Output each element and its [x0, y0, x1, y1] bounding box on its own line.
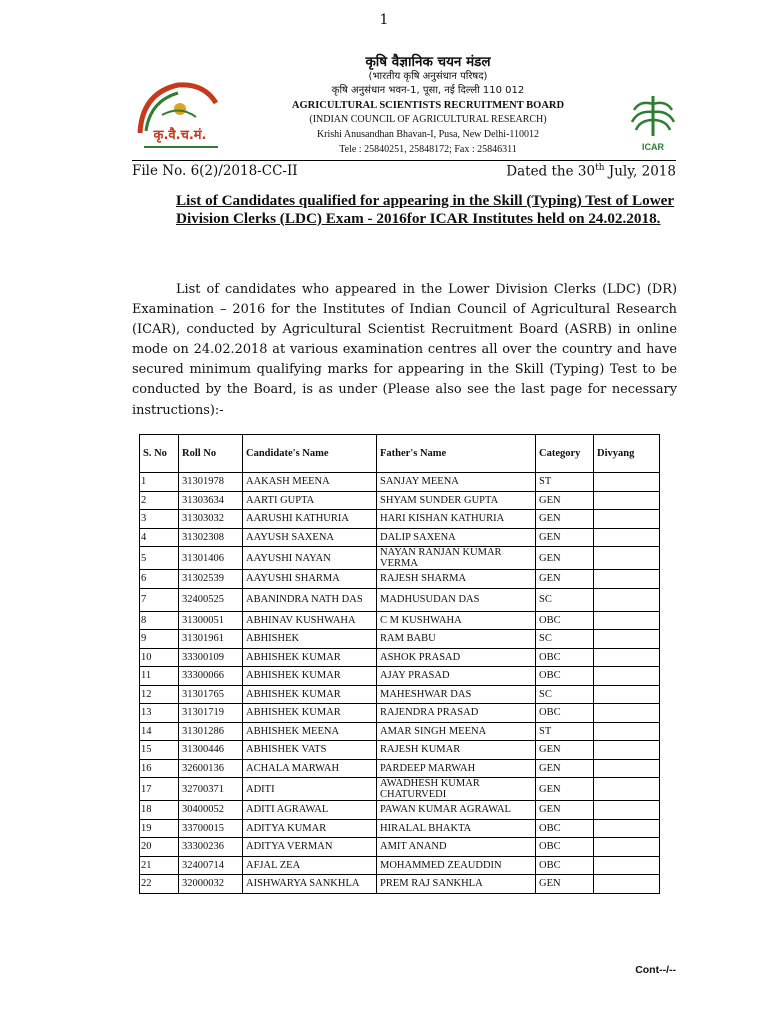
cell-father: ASHOK PRASAD — [377, 648, 536, 667]
table-row — [140, 778, 660, 801]
table-row — [140, 741, 660, 760]
cell-father: PARDEEP MARWAH — [377, 759, 536, 778]
cell-name: ADITYA VERMAN — [243, 838, 377, 857]
cell-roll: 32600136 — [179, 759, 243, 778]
header-roll: Roll No — [179, 435, 243, 473]
cell-sno: 1 — [140, 473, 179, 492]
cell-category: SC — [536, 685, 594, 704]
table-row — [140, 759, 660, 778]
cell-divyang — [594, 528, 660, 547]
cell-category: ST — [536, 722, 594, 741]
table-row — [140, 722, 660, 741]
cell-name: ADITYA KUMAR — [243, 819, 377, 838]
cell-father: RAJESH KUMAR — [377, 741, 536, 760]
cell-roll: 31301961 — [179, 630, 243, 649]
cell-sno: 6 — [140, 570, 179, 589]
cell-father: HIRALAL BHAKTA — [377, 819, 536, 838]
table-row — [140, 819, 660, 838]
cell-divyang — [594, 801, 660, 820]
cell-category: OBC — [536, 667, 594, 686]
cell-father: AWADHESH KUMAR CHATURVEDI — [377, 778, 536, 801]
logo-left-text: कृ.वै.च.मं. — [153, 128, 207, 143]
candidates-table — [139, 434, 660, 894]
cell-father: MAHESHWAR DAS — [377, 685, 536, 704]
cell-sno: 9 — [140, 630, 179, 649]
table-row — [140, 856, 660, 875]
cell-divyang — [594, 630, 660, 649]
hindi-address: कृषि अनुसंधान भवन-1, पूसा, नई दिल्ली 110 012 — [331, 85, 525, 97]
cell-category: GEN — [536, 741, 594, 760]
cell-sno: 3 — [140, 510, 179, 529]
cell-category: ST — [536, 473, 594, 492]
cell-divyang — [594, 741, 660, 760]
cell-category: OBC — [536, 856, 594, 875]
table-row — [140, 667, 660, 686]
cell-category: SC — [536, 588, 594, 611]
cell-father: AMIT ANAND — [377, 838, 536, 857]
header-sno: S. No — [140, 435, 179, 473]
file-line — [132, 160, 676, 179]
cell-father: C M KUSHWAHA — [377, 611, 536, 630]
cell-name: AARTI GUPTA — [243, 491, 377, 510]
intro-paragraph: List of candidates who appeared in the Lower Division Clerks (LDC) (DR) Examination – 2016 for the Institutes of Indian Council of Agricultural Research (ICAR), conducted by Agricultural Scientist Recruitment Board (ASRB) in online mode on 24.02.2018 at various examination centres all over the country and have secured minimum qualifying marks for appearing in the Skill (Typing) Test to be conducted by the Board, is as under (Please also see the last page for necessary instructions):- — [132, 282, 677, 418]
cell-category: OBC — [536, 648, 594, 667]
logo-right-text: ICAR — [642, 142, 664, 152]
cell-divyang — [594, 491, 660, 510]
cell-divyang — [594, 510, 660, 529]
cell-category: GEN — [536, 528, 594, 547]
cell-name: AISHWARYA SANKHLA — [243, 875, 377, 894]
cell-name: AAKASH MEENA — [243, 473, 377, 492]
cell-name: ABHISHEK KUMAR — [243, 667, 377, 686]
cell-divyang — [594, 778, 660, 801]
cell-name: ABHISHEK KUMAR — [243, 648, 377, 667]
table-row — [140, 547, 660, 570]
cell-father: AMAR SINGH MEENA — [377, 722, 536, 741]
cell-name: AAYUSHI SHARMA — [243, 570, 377, 589]
asrb-logo — [132, 75, 228, 157]
hindi-parent: (भारतीय कृषि अनुसंधान परिषद) — [368, 70, 488, 82]
cell-sno: 20 — [140, 838, 179, 857]
table-row — [140, 704, 660, 723]
cell-category: GEN — [536, 510, 594, 529]
cell-sno: 18 — [140, 801, 179, 820]
cell-father: AJAY PRASAD — [377, 667, 536, 686]
table-row — [140, 838, 660, 857]
cell-roll: 31300446 — [179, 741, 243, 760]
cell-roll: 31302308 — [179, 528, 243, 547]
table-row — [140, 570, 660, 589]
cell-name: ABHISHEK MEENA — [243, 722, 377, 741]
cell-roll: 33700015 — [179, 819, 243, 838]
table-row — [140, 491, 660, 510]
cell-divyang — [594, 838, 660, 857]
cell-roll: 31301765 — [179, 685, 243, 704]
cell-name: AAYUSHI NAYAN — [243, 547, 377, 570]
table-row — [140, 685, 660, 704]
cell-category: GEN — [536, 547, 594, 570]
cell-sno: 11 — [140, 667, 179, 686]
dated: Dated the 30th July, 2018 — [506, 163, 676, 180]
cell-category: GEN — [536, 570, 594, 589]
cell-roll: 31302539 — [179, 570, 243, 589]
page-number: 1 — [379, 12, 389, 28]
cell-sno: 22 — [140, 875, 179, 894]
table-row — [140, 801, 660, 820]
cell-divyang — [594, 704, 660, 723]
cell-father: SHYAM SUNDER GUPTA — [377, 491, 536, 510]
cell-name: AFJAL ZEA — [243, 856, 377, 875]
board-name: AGRICULTURAL SCIENTISTS RECRUITMENT BOARD — [291, 99, 565, 111]
cell-divyang — [594, 875, 660, 894]
table-row — [140, 630, 660, 649]
cell-sno: 13 — [140, 704, 179, 723]
cell-divyang — [594, 759, 660, 778]
cell-roll: 31303634 — [179, 491, 243, 510]
cell-category: OBC — [536, 819, 594, 838]
cell-sno: 17 — [140, 778, 179, 801]
cell-roll: 31300051 — [179, 611, 243, 630]
cell-roll: 32700371 — [179, 778, 243, 801]
cell-roll: 32400714 — [179, 856, 243, 875]
cell-father: MADHUSUDAN DAS — [377, 588, 536, 611]
cell-father: PAWAN KUMAR AGRAWAL — [377, 801, 536, 820]
cell-father: SANJAY MEENA — [377, 473, 536, 492]
cell-divyang — [594, 473, 660, 492]
cell-category: OBC — [536, 704, 594, 723]
cell-category: GEN — [536, 875, 594, 894]
cell-category: GEN — [536, 759, 594, 778]
file-number: File No. 6(2)/2018-CC-II — [132, 163, 298, 179]
cell-roll: 32000032 — [179, 875, 243, 894]
cell-sno: 7 — [140, 588, 179, 611]
cell-divyang — [594, 667, 660, 686]
table-header-row — [140, 435, 660, 473]
cell-category: SC — [536, 630, 594, 649]
cell-roll: 30400052 — [179, 801, 243, 820]
cell-sno: 15 — [140, 741, 179, 760]
cell-roll: 31301719 — [179, 704, 243, 723]
cell-category: GEN — [536, 801, 594, 820]
cell-roll: 33300109 — [179, 648, 243, 667]
cell-sno: 4 — [140, 528, 179, 547]
cell-roll: 32400525 — [179, 588, 243, 611]
cell-sno: 16 — [140, 759, 179, 778]
cell-father: NAYAN RANJAN KUMAR VERMA — [377, 547, 536, 570]
cell-category: GEN — [536, 778, 594, 801]
council-name: (INDIAN COUNCIL OF AGRICULTURAL RESEARCH) — [309, 114, 547, 126]
cell-name: ABHISHEK — [243, 630, 377, 649]
header-father: Father's Name — [377, 435, 536, 473]
cell-name: ADITI — [243, 778, 377, 801]
cell-father: RAJENDRA PRASAD — [377, 704, 536, 723]
table-row — [140, 510, 660, 529]
cell-name: ABHISHEK KUMAR — [243, 685, 377, 704]
table-row — [140, 875, 660, 894]
cell-divyang — [594, 588, 660, 611]
cell-name: AAYUSH SAXENA — [243, 528, 377, 547]
document-title: List of Candidates qualified for appearing in the Skill (Typing) Test of Lower Division Clerks (LDC) Exam - 2016for ICAR Institutes held on 24.02.2018. — [176, 192, 675, 227]
cell-sno: 21 — [140, 856, 179, 875]
cell-father: RAM BABU — [377, 630, 536, 649]
table-row — [140, 588, 660, 611]
cell-sno: 5 — [140, 547, 179, 570]
table-row — [140, 528, 660, 547]
cell-name: ADITI AGRAWAL — [243, 801, 377, 820]
cell-sno: 10 — [140, 648, 179, 667]
cell-category: GEN — [536, 491, 594, 510]
header-divyang: Divyang — [594, 435, 660, 473]
cell-divyang — [594, 611, 660, 630]
cell-divyang — [594, 856, 660, 875]
cell-sno: 19 — [140, 819, 179, 838]
cell-father: PREM RAJ SANKHLA — [377, 875, 536, 894]
letterhead-text — [232, 55, 624, 157]
cell-name: ABHISHEK KUMAR — [243, 704, 377, 723]
cell-divyang — [594, 722, 660, 741]
cell-name: ACHALA MARWAH — [243, 759, 377, 778]
table-row — [140, 648, 660, 667]
table-row — [140, 611, 660, 630]
cell-roll: 31301286 — [179, 722, 243, 741]
cell-divyang — [594, 547, 660, 570]
cell-divyang — [594, 648, 660, 667]
cell-sno: 2 — [140, 491, 179, 510]
cell-roll: 31303032 — [179, 510, 243, 529]
cell-father: MOHAMMED ZEAUDDIN — [377, 856, 536, 875]
cell-sno: 12 — [140, 685, 179, 704]
cell-name: AARUSHI KATHURIA — [243, 510, 377, 529]
cell-roll: 33300236 — [179, 838, 243, 857]
cell-sno: 8 — [140, 611, 179, 630]
cell-father: DALIP SAXENA — [377, 528, 536, 547]
cell-father: HARI KISHAN KATHURIA — [377, 510, 536, 529]
cell-name: ABHINAV KUSHWAHA — [243, 611, 377, 630]
contact: Tele : 25840251, 25848172; Fax : 25846311 — [339, 143, 517, 155]
cell-category: OBC — [536, 838, 594, 857]
cell-sno: 14 — [140, 722, 179, 741]
hindi-title: कृषि वैज्ञानिक चयन मंडल — [365, 54, 491, 70]
cell-divyang — [594, 570, 660, 589]
cell-category: OBC — [536, 611, 594, 630]
cell-roll: 31301978 — [179, 473, 243, 492]
cell-roll: 33300066 — [179, 667, 243, 686]
cell-name: ABHISHEK VATS — [243, 741, 377, 760]
address: Krishi Anusandhan Bhavan-I, Pusa, New Delhi-110012 — [316, 128, 540, 140]
cell-divyang — [594, 685, 660, 704]
header-name: Candidate's Name — [243, 435, 377, 473]
table-row — [140, 473, 660, 492]
cell-name: ABANINDRA NATH DAS — [243, 588, 377, 611]
icar-logo — [626, 90, 680, 154]
cell-father: RAJESH SHARMA — [377, 570, 536, 589]
cell-divyang — [594, 819, 660, 838]
continued-marker: Cont--/-- — [635, 964, 676, 976]
cell-roll: 31301406 — [179, 547, 243, 570]
letterhead — [132, 55, 680, 155]
header-category: Category — [536, 435, 594, 473]
